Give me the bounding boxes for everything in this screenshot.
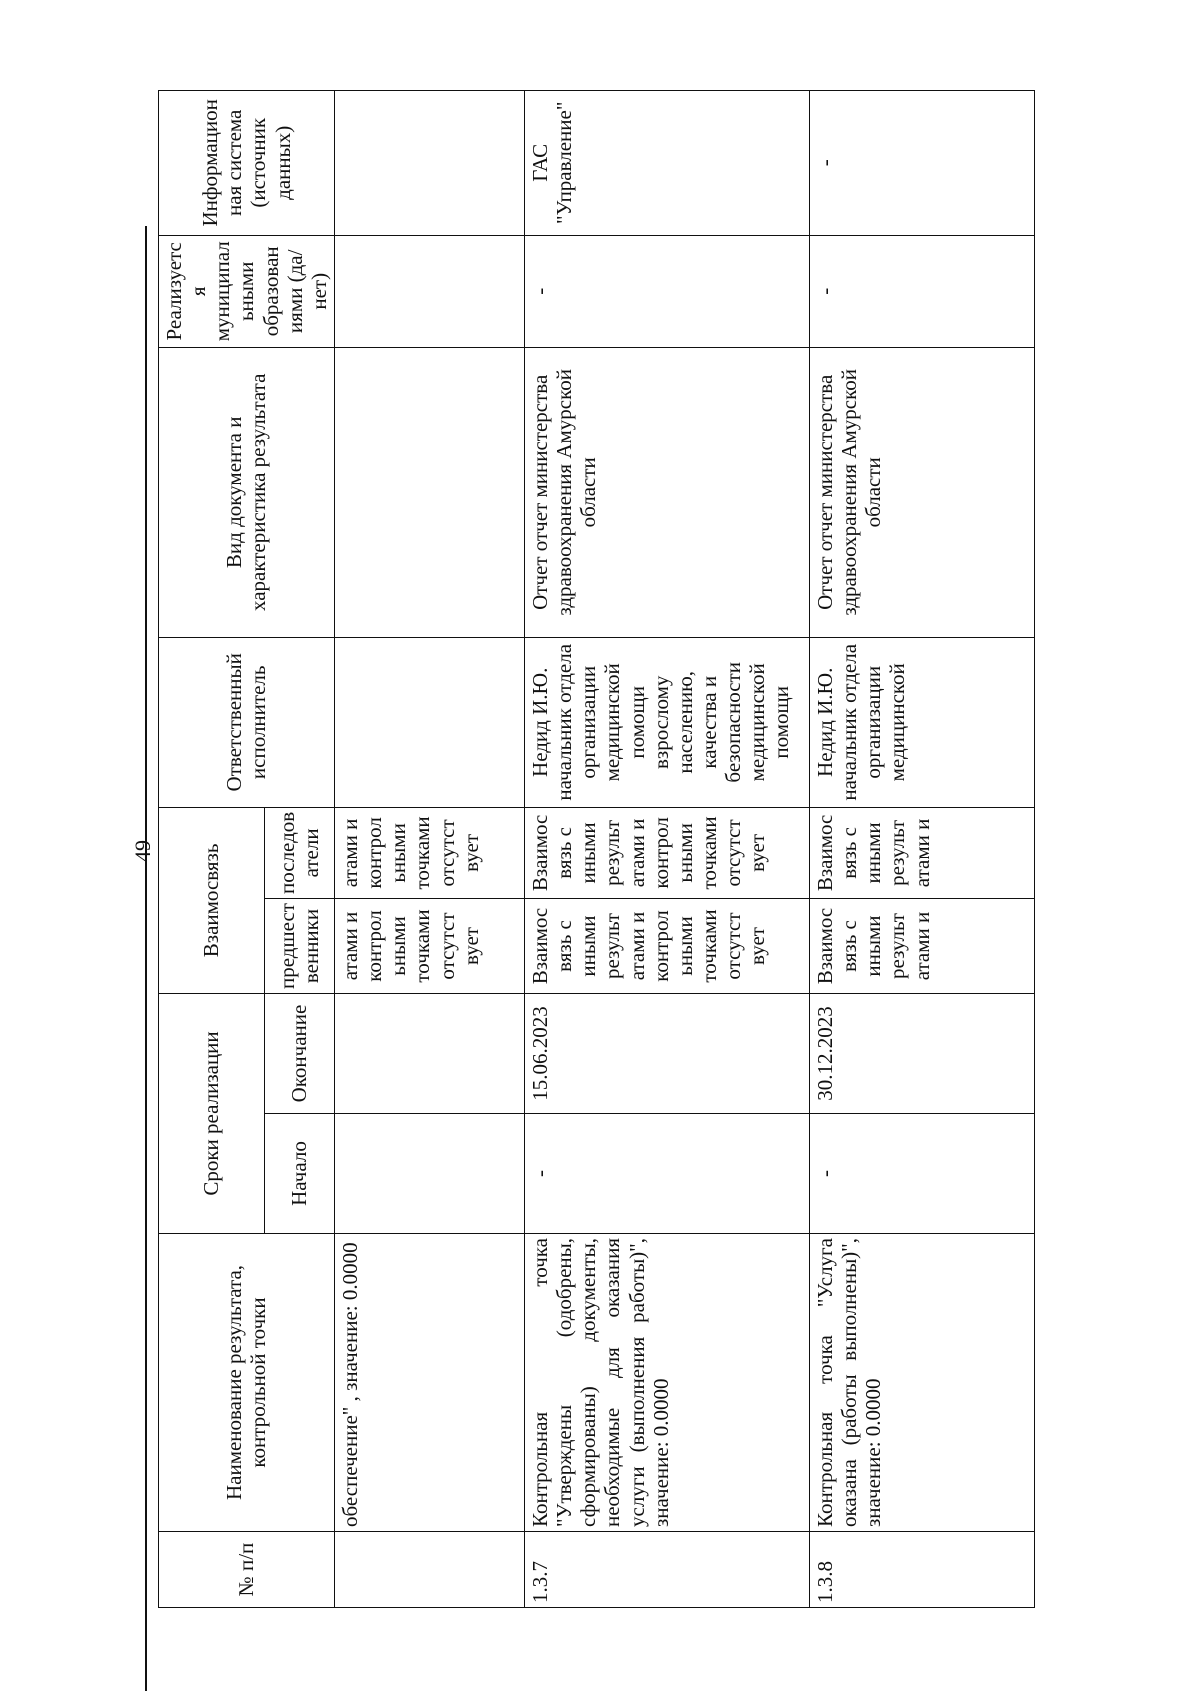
header-resp: Ответственный исполнитель [159, 637, 335, 807]
row-resp: Недид И.Ю. начальник отдела организации медицинской помощи взрослому населению, качества и безопасности медицинской помощи [524, 637, 809, 807]
page-number: 49 [130, 840, 155, 862]
header-doc: Вид документа и характеристика результата [159, 347, 335, 637]
row-info: ГАС "Управление" [524, 90, 809, 235]
row-resp [334, 637, 524, 807]
row-num: 1.3.8 [809, 1532, 1034, 1608]
top-rule [145, 226, 147, 1691]
row-name: Контрольная точка "Утверждены (одобрены, сформированы) документы, необходимые для оказания услуги (выполнения работы)", значение: 0.0000 [524, 1234, 809, 1532]
row-start: - [809, 1114, 1034, 1234]
header-mun: Реализуетс я муниципал ьными образован иями (да/нет) [159, 235, 335, 347]
row-mun: - [809, 235, 1034, 347]
header-name: Наименование результата, контрольной точки [159, 1234, 335, 1532]
header-info: Информацион ная система (источник данных) [159, 90, 335, 235]
row-succ: Взаимос вязь с иными результ атами и контрол ьными точками отсутст вует [524, 807, 809, 898]
row-end: 15.06.2023 [524, 994, 809, 1114]
row-name: Контрольная точка "Услуга оказана (работы выполнены)", значение: 0.0000 [809, 1234, 1034, 1532]
row-num: 1.3.7 [524, 1532, 809, 1608]
table-row [334, 90, 524, 1607]
row-info: - [809, 90, 1034, 235]
row-end [334, 994, 524, 1114]
row-doc: Отчет отчет министерства здравоохранения Амурской области [809, 347, 1034, 637]
row-pred: Взаимос вязь с иными результ атами и [809, 899, 1034, 994]
row-pred: атами и контрол ьными точками отсутст вует [334, 899, 524, 994]
row-mun [334, 235, 524, 347]
header-start: Начало [264, 1114, 334, 1234]
results-table [158, 90, 1035, 1608]
row-mun: - [524, 235, 809, 347]
header-link: Взаимосвязь [159, 807, 265, 993]
header-row-1 [159, 90, 265, 1607]
table-row [809, 90, 1034, 1607]
header-num: № п/п [159, 1532, 335, 1608]
row-name: обеспечение" , значение: 0.0000 [334, 1234, 524, 1532]
row-num [334, 1532, 524, 1608]
header-pred: предшест венники [264, 899, 334, 994]
row-pred: Взаимос вязь с иными результ атами и контрол ьными точками отсутст вует [524, 899, 809, 994]
header-terms: Сроки реализации [159, 994, 265, 1234]
row-succ: атами и контрол ьными точками отсутст вует [334, 807, 524, 898]
row-doc [334, 347, 524, 637]
table-row [524, 90, 809, 1607]
row-doc: Отчет отчет министерства здравоохранения Амурской области [524, 347, 809, 637]
row-info [334, 90, 524, 235]
row-resp: Недид И.Ю. начальник отдела организации медицинской [809, 637, 1034, 807]
row-succ: Взаимос вязь с иными результ атами и [809, 807, 1034, 898]
row-end: 30.12.2023 [809, 994, 1034, 1114]
header-succ: последов атели [264, 807, 334, 898]
row-start [334, 1114, 524, 1234]
row-start: - [524, 1114, 809, 1234]
header-end: Окончание [264, 994, 334, 1114]
